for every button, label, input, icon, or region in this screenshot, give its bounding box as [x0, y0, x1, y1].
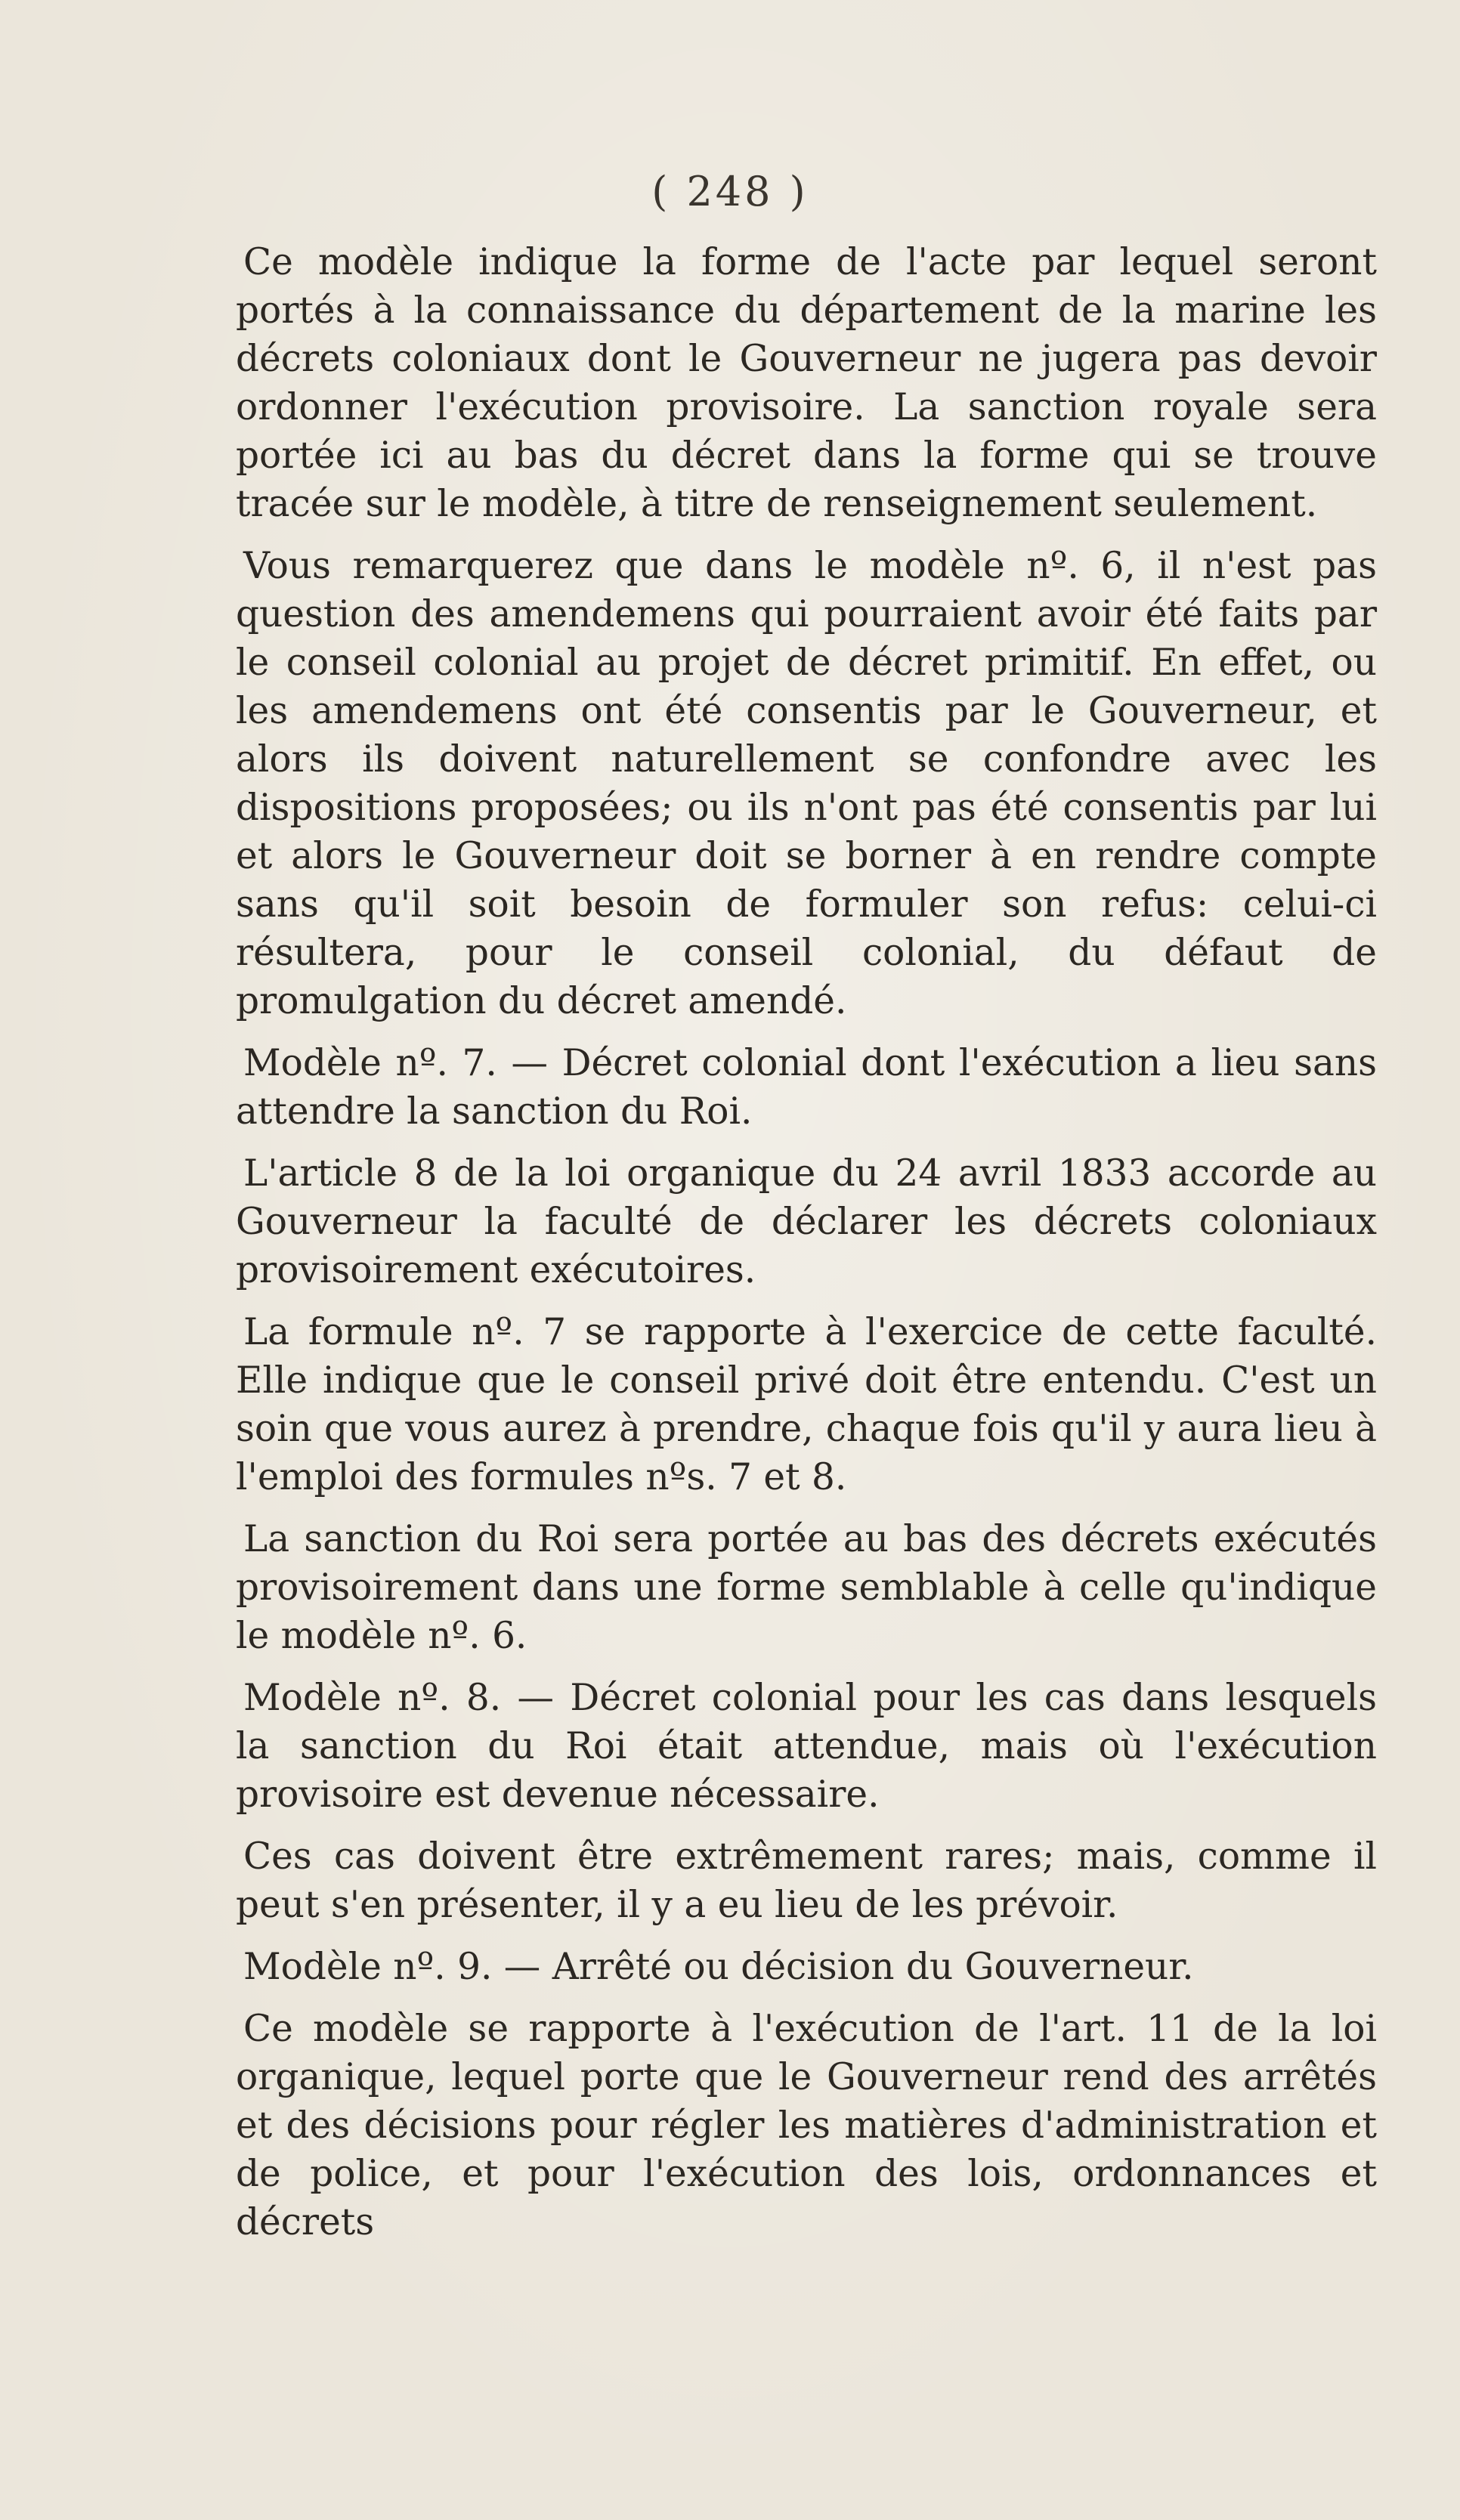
- paragraph: La formule nº. 7 se rapporte à l'exercice de cette faculté. Elle indique que le conseil privé doit être entendu. C'est un soin que vous aurez à prendre, chaque fois qu'il y aura lieu à l'emploi des formules nºs. 7 et 8.: [236, 1311, 1377, 1498]
- paragraph: Modèle nº. 9. — Arrêté ou décision du Gouverneur.: [243, 1946, 1194, 1988]
- paragraph: La sanction du Roi sera portée au bas des décrets exécutés provisoirement dans une forme semblable à celle qu'indique le modèle nº. 6.: [236, 1518, 1377, 1657]
- paragraph: Ce modèle se rapporte à l'exécution de l'art. 11 de la loi organique, lequel porte que le Gouverneur rend des arrêtés et des décisions pour régler les matières d'administration et de police, et pour l'exécution des lois, ordonnances et décrets: [236, 2008, 1377, 2243]
- body-text: [236, 238, 1377, 2246]
- paragraph: Vous remarquerez que dans le modèle nº. 6, il n'est pas question des amendemens qui pourraient avoir été faits par le conseil colonial au projet de décret primitif. En effet, ou les amendemens ont été consentis par le Gouverneur, et alors ils doivent naturellement se confondre avec les dispositions proposées; ou ils n'ont pas été consentis par lui et alors le Gouverneur doit se borner à en rendre compte sans qu'il soit besoin de formuler son refus: celui-ci résultera, pour le conseil colonial, du défaut de promulgation du décret amendé.: [236, 545, 1377, 1022]
- paragraph: Modèle nº. 8. — Décret colonial pour les cas dans lesquels la sanction du Roi était attendue, mais où l'exécution provisoire est devenue nécessaire.: [236, 1677, 1377, 1816]
- page-number: ( 248 ): [651, 168, 809, 215]
- paragraph: Ces cas doivent être extrêmement rares; mais, comme il peut s'en présenter, il y a eu lieu de les prévoir.: [236, 1835, 1377, 1926]
- paragraph: L'article 8 de la loi organique du 24 avril 1833 accorde au Gouverneur la faculté de déclarer les décrets coloniaux provisoirement exécutoires.: [236, 1152, 1377, 1291]
- paragraph: Ce modèle indique la forme de l'acte par lequel seront portés à la connaissance du département de la marine les décrets coloniaux dont le Gouverneur ne jugera pas devoir ordonner l'exécution provisoire. La sanction royale sera portée ici au bas du décret dans la forme qui se trouve tracée sur le modèle, à titre de renseignement seulement.: [236, 241, 1377, 525]
- paragraph: Modèle nº. 7. — Décret colonial dont l'exécution a lieu sans attendre la sanction du Roi.: [236, 1042, 1377, 1133]
